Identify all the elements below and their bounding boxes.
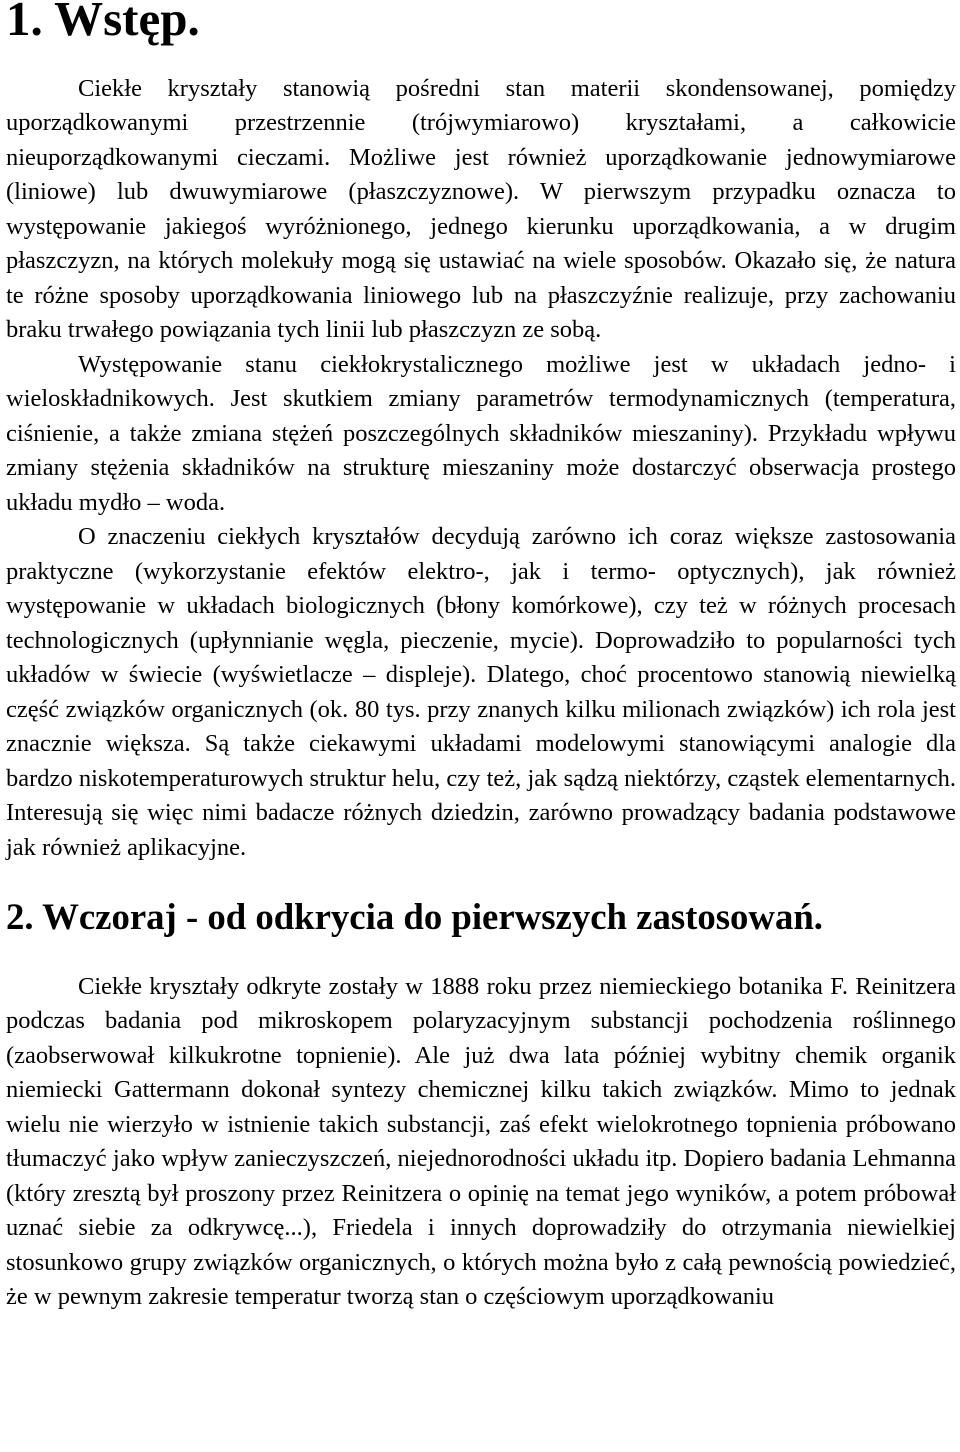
paragraph: Ciekłe kryształy odkryte zostały w 1888 roku przez niemieckiego botanika F. Reinitzera podczas badania pod mikroskopem polaryzacyjnym substancji pochodzenia roślinnego (zaobserwował kilkukrotne topnienie). Ale już dwa lata później wybitny chemik organik niemiecki Gattermann dokonał syntezy chemicznej kilku takich związków. Mimo to jednak wielu nie wierzyło w istnienie takich substancji, zaś efekt wielokrotnego topnienia próbowano tłumaczyć jako wpływ zanieczyszczeń, niejednorodności układu itp. Dopiero badania Lehmanna (który zresztą był proszony przez Reinitzera o opinię na temat jego wyników, a potem próbował uznać siebie za odkrywcę...), Friedela i innych doprowadziły do otrzymania niewielkiej stosunkowo grupy związków organicznych, o których można było z całą pewnością powiedzieć, że w pewnym zakresie temperatur tworzą stan o częściowym uporządkowaniu — [6, 972, 956, 1310]
paragraph: O znaczeniu ciekłych kryształów decydują zarówno ich coraz większe zastosowania praktyczne (wykorzystanie efektów elektro-, jak i termo- optycznych), jak również występowanie w układach biologicznych (błony komórkowe), czy też w różnych procesach technologicznych (upłynnianie węgla, pieczenie, mycie). Doprowadziło to popularności tych układów w świecie (wyświetlacze – displeje). Dlatego, choć procentowo stanowią niewielką część związków organicznych (ok. 80 tys. przy znanych kilku milionach związków) ich rola jest znacznie większa. Są także ciekawymi układami modelowymi stanowiącymi analogie dla bardzo niskotemperaturowych struktur helu, czy też, jak sądzą niektórzy, cząstek elementarnych. Interesują się więc nimi badacze różnych dziedzin, zarówno prowadzący badania podstawowe jak również aplikacyjne. — [6, 523, 956, 861]
section-heading-intro: 1. Wstęp. — [6, 0, 200, 46]
spacer — [6, 865, 956, 900]
paragraph: Ciekłe kryształy stanowią pośredni stan materii skondensowanej, pomiędzy uporządkowanymi przestrzennie (trójwymiarowo) kryształami, a całkowicie nieuporządkowanymi cieczami. Możliwe jest również uporządkowanie jednowymiarowe (liniowe) lub dwuwymiarowe (płaszczyznowe). W pierwszym przypadku oznacza to występowanie jakiegoś wyróżnionego, jednego kierunku uporządkowania, a w drugim płaszczyzn, na których molekuły mogą się ustawiać na wiele sposobów. Okazało się, że natura te różne sposoby uporządkowania liniowego lub na płaszczyźnie realizuje, przy zachowaniu braku trwałego powiązania tych linii lub płaszczyzn ze sobą. — [6, 74, 956, 343]
spacer — [6, 935, 956, 970]
section-heading-history: 2. Wczoraj - od odkrycia do pierwszych zastosowań. — [6, 896, 823, 937]
paragraph: Występowanie stanu ciekłokrystalicznego możliwe jest w układach jedno- i wieloskładnikowych. Jest skutkiem zmiany parametrów termodynamicznych (temperatura, ciśnienie, a także zmiana stężeń poszczególnych składników mieszaniny). Przykładu wpływu zmiany stężenia składników na strukturę mieszaniny może dostarczyć obserwacja prostego układu mydło – woda. — [6, 350, 956, 516]
document-page — [6, 0, 956, 1315]
